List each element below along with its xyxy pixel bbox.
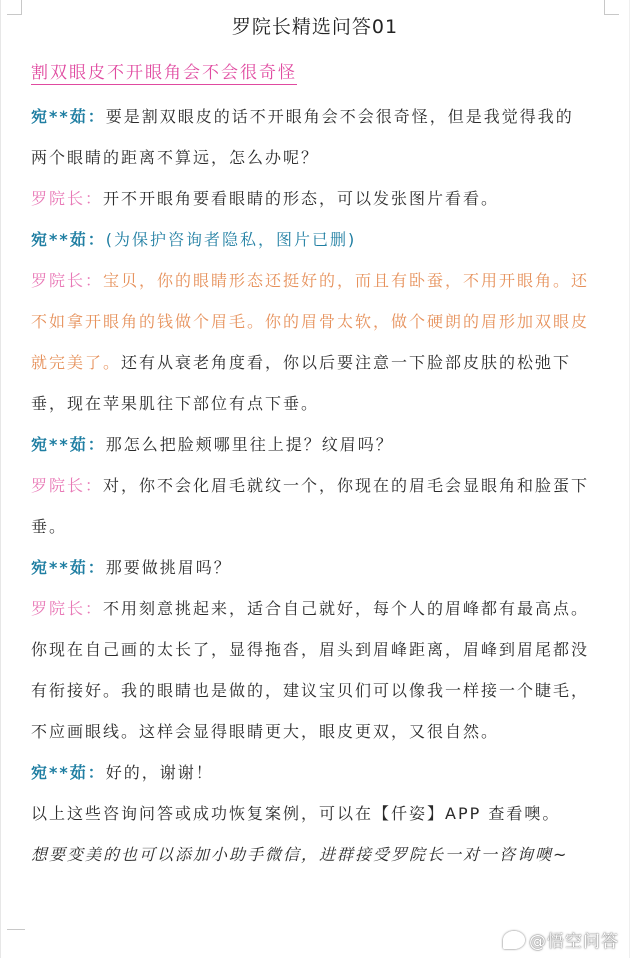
- paragraph-text: 还有从衰老角度看，你以后要注意一下脸部皮肤的松弛下垂，现在苹果肌往下部位有点下垂。: [31, 353, 572, 413]
- dialogue-paragraph: [31, 547, 591, 588]
- document-title: 罗院长精选问答01: [231, 16, 399, 38]
- paragraph-text: 对，你不会化眉毛就纹一个，你现在的眉毛会显眼角和脸蛋下垂。: [31, 476, 590, 536]
- highlighted-text: 宝贝，你的眼睛形态还挺好的，而且有卧蚕，不用开眼角。还不如拿开眼角的钱做个眉毛。你的眉骨太软，做个硬朗的眉形加双眼皮就完美了。: [31, 271, 590, 372]
- page-corner-mark: [7, 929, 25, 944]
- paragraph-text: (为保护咨询者隐私，图片已删): [105, 230, 357, 249]
- speaker-doctor: 罗院长：: [31, 476, 104, 495]
- paragraph-text: 不用刻意挑起来，适合自己就好，每个人的眉峰都有最高点。你现在自己画的太长了，显得拖沓，眉头到眉峰距离，眉峰到眉尾都没有衔接好。我的眼睛也是做的，建议宝贝们可以像我一样接一个睫毛，不应画眼线。这样会显得眼睛更大，眼皮更双，又很自然。: [31, 599, 590, 741]
- dialogue-paragraph: [31, 96, 591, 178]
- speaker-doctor: 罗院长：: [31, 599, 104, 618]
- footer-note: 以上这些咨询问答或成功恢复案例，可以在【仟姿】APP 查看噢。: [31, 804, 561, 823]
- dialogue-paragraph: [31, 260, 591, 424]
- speaker-user: 宛**茹：: [31, 558, 106, 577]
- dialogue-paragraph: [31, 588, 591, 752]
- dialogue-paragraph: [31, 465, 591, 547]
- speaker-doctor: 罗院长：: [31, 271, 104, 290]
- wukong-logo-icon: [503, 931, 525, 949]
- speaker-doctor: 罗院长：: [31, 189, 104, 208]
- dialogue-body: [31, 96, 591, 875]
- paragraph-text: 好的，谢谢！: [105, 763, 214, 782]
- speaker-user: 宛**茹：: [31, 107, 106, 126]
- dialogue-paragraph: [31, 219, 591, 260]
- paragraph-text: 要是割双眼皮的话不开眼角会不会很奇怪，但是我觉得我的两个眼睛的距离不算远，怎么办呢？: [31, 107, 574, 167]
- paragraph-text: 开不开眼角要看眼睛的形态，可以发张图片看看。: [103, 189, 500, 208]
- question-heading: 割双眼皮不开眼角会不会很奇怪: [31, 58, 297, 85]
- speaker-user: 宛**茹：: [31, 230, 106, 249]
- watermark: [503, 927, 619, 952]
- speaker-user: 宛**茹：: [31, 435, 106, 454]
- footer-invite: 想要变美的也可以添加小助手微信，进群接受罗院长一对一咨询噢~: [31, 845, 569, 864]
- watermark-text: @悟空问答: [529, 932, 619, 952]
- speaker-user: 宛**茹：: [31, 763, 106, 782]
- dialogue-paragraph: [31, 178, 591, 219]
- paragraph-text: 那要做挑眉吗？: [105, 558, 232, 577]
- dialogue-paragraph: [31, 424, 591, 465]
- paragraph-text: 那怎么把脸颊哪里往上提？纹眉吗？: [105, 435, 394, 454]
- dialogue-paragraph: [31, 752, 591, 793]
